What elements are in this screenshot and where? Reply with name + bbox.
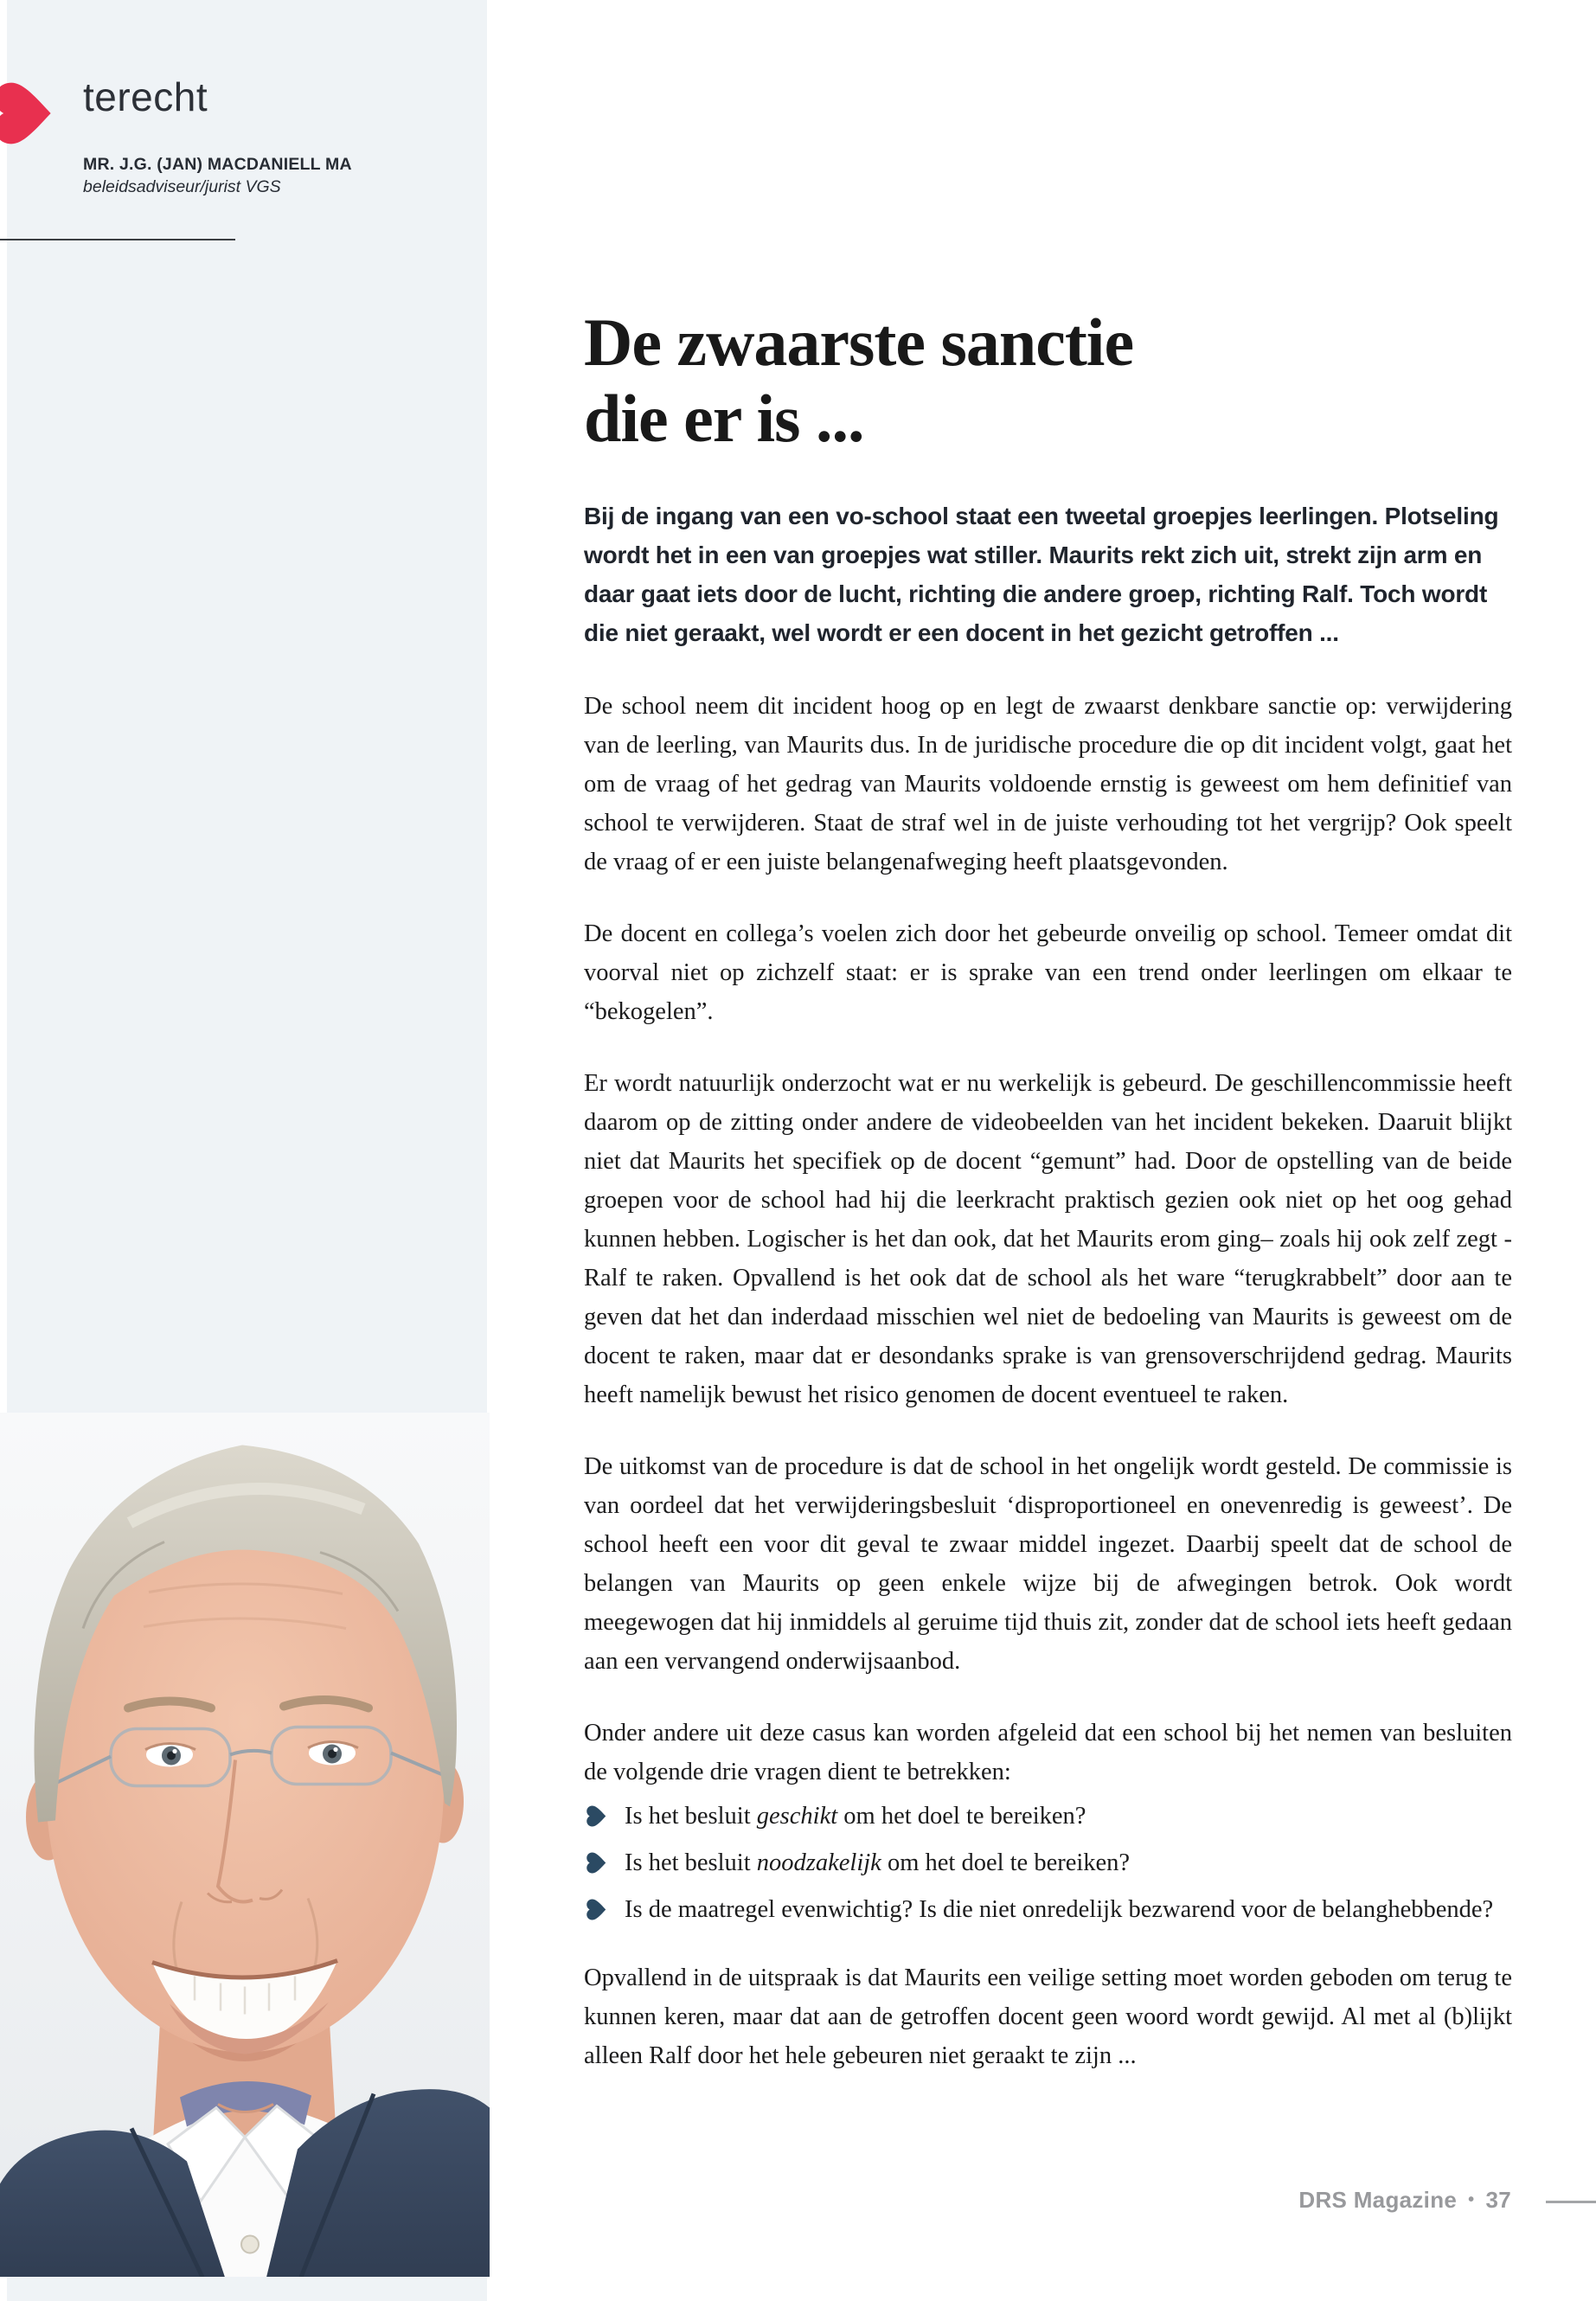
- bullet-text: Is de maatregel evenwichtig? Is die niet onredelijk bezwarend voor de belanghebbende?: [625, 1896, 1494, 1923]
- bullet-item: [584, 1890, 1512, 1929]
- page-number: 37: [1485, 2187, 1511, 2213]
- closing-paragraph: Opvallend in de uitspraak is dat Maurits een veilige setting moet worden geboden om terug te kunnen keren, maar dat aan de getroffen docent geen woord wordt gewijd. Al met al (b)lijkt alleen Ralf door het hele gebeuren niet geraakt te zijn ...: [584, 1965, 1512, 2069]
- title-line-2: die er is ...: [584, 381, 864, 456]
- bullet-item: [584, 1797, 1512, 1836]
- paragraph-3: Er wordt natuurlijk onderzocht wat er nu werkelijk is gebeurd. De geschillencommissie heeft daarom op de zitting onder andere de videobeelden van het incident bekeken. Daaruit blijkt niet dat Maurits het specifiek op de docent “gemunt” had. Door de opstelling van de beide groepen voor de school had hij die leerkracht praktisch gezien ook niet op het oog gehad kunnen hebben. Logischer is het dan ook, dat het Maurits erom ging– zoals hij ook zelf zegt - Ralf te raken. Opvallend is het ook dat de school als het ware “terugkrabbelt” door aan te geven dat het dan inderdaad misschien wel niet de bedoeling van Maurits is geweest om de docent te raken, maar dat er desondanks sprake is van grensoverschrijdend gedrag. Maurits heeft namelijk bewust het risico genomen de docent eventueel te raken.: [584, 1070, 1512, 1408]
- heart-bullet-icon: [586, 1804, 607, 1828]
- footer-rule: [1546, 2201, 1596, 2203]
- author-portrait-photo: [0, 1413, 490, 2277]
- page-title: [584, 304, 1512, 457]
- magazine-name: DRS Magazine: [1298, 2187, 1458, 2213]
- author-role: beleidsadviseur/jurist VGS: [83, 177, 281, 196]
- bullet-list: [584, 1797, 1512, 1929]
- bullet-item: [584, 1843, 1512, 1882]
- page-footer: [1298, 2186, 1511, 2214]
- paragraph-2: De docent en collega’s voelen zich door het gebeurde onveilig op school. Temeer omdat dit voorval niet op zichzelf staat: er is sprake van een trend onder leerlingen om elkaar te “bekogelen”.: [584, 920, 1512, 1025]
- heart-bullet-icon: [586, 1898, 607, 1921]
- section-label: terecht: [83, 74, 208, 119]
- article: [584, 304, 1512, 2075]
- paragraph-4: De uitkomst van de procedure is dat de school in het ongelijk wordt gesteld. De commissie is van oordeel dat het verwijderingsbesluit ‘disproportioneel en onevenredig is geweest’. De school heeft een voor dit geval te zwaar middel ingezet. Daarbij speelt dat de school de belangen van Maurits op geen enkele wijze bij de afwegingen betrok. Ook wordt meegewogen dat hij inmiddels al geruime tijd thuis zit, zonder dat de school iets heeft gedaan aan een vervangend onderwijsaanbod.: [584, 1453, 1512, 1675]
- list-intro-paragraph: Onder andere uit deze casus kan worden afgeleid dat een school bij het nemen van besluiten de volgende drie vragen dient te betrekken:: [584, 1720, 1512, 1785]
- bullet-text: Is het besluit geschikt om het doel te bereiken?: [625, 1803, 1086, 1830]
- title-line-1: De zwaarste sanctie: [584, 304, 1134, 380]
- author-name: MR. J.G. (JAN) MACDANIELL MA: [83, 155, 352, 174]
- heart-accent-icon: [0, 80, 57, 147]
- heart-bullet-icon: [586, 1851, 607, 1875]
- portrait-illustration: [0, 1413, 490, 2277]
- paragraph-1: De school neem dit incident hoog op en legt de zwaarst denkbare sanctie op: verwijdering van de leerling, van Maurits dus. In de juridische procedure die op dit incident volgt, gaat het om de vraag of het gedrag van Maurits voldoende ernstig is geweest om hem definitief van school te verwijderen. Staat de straf wel in de juiste verhouding tot het vergrijp? Ook speelt de vraag of er een juiste belangenafweging heeft plaatsgevonden.: [584, 693, 1512, 875]
- intro-paragraph: Bij de ingang van een vo-school staat een tweetal groepjes leerlingen. Plotseling wordt het in een van groepjes wat stiller. Maurits rekt zich uit, strekt zijn arm en daar gaat iets door de lucht, richting die andere groep, richting Ralf. Toch wordt die niet geraakt, wel wordt er een docent in het gezicht getroffen ...: [584, 503, 1499, 646]
- footer-separator: •: [1468, 2190, 1475, 2209]
- bullet-text: Is het besluit noodzakelijk om het doel te bereiken?: [625, 1849, 1131, 1876]
- divider-line: [0, 239, 235, 240]
